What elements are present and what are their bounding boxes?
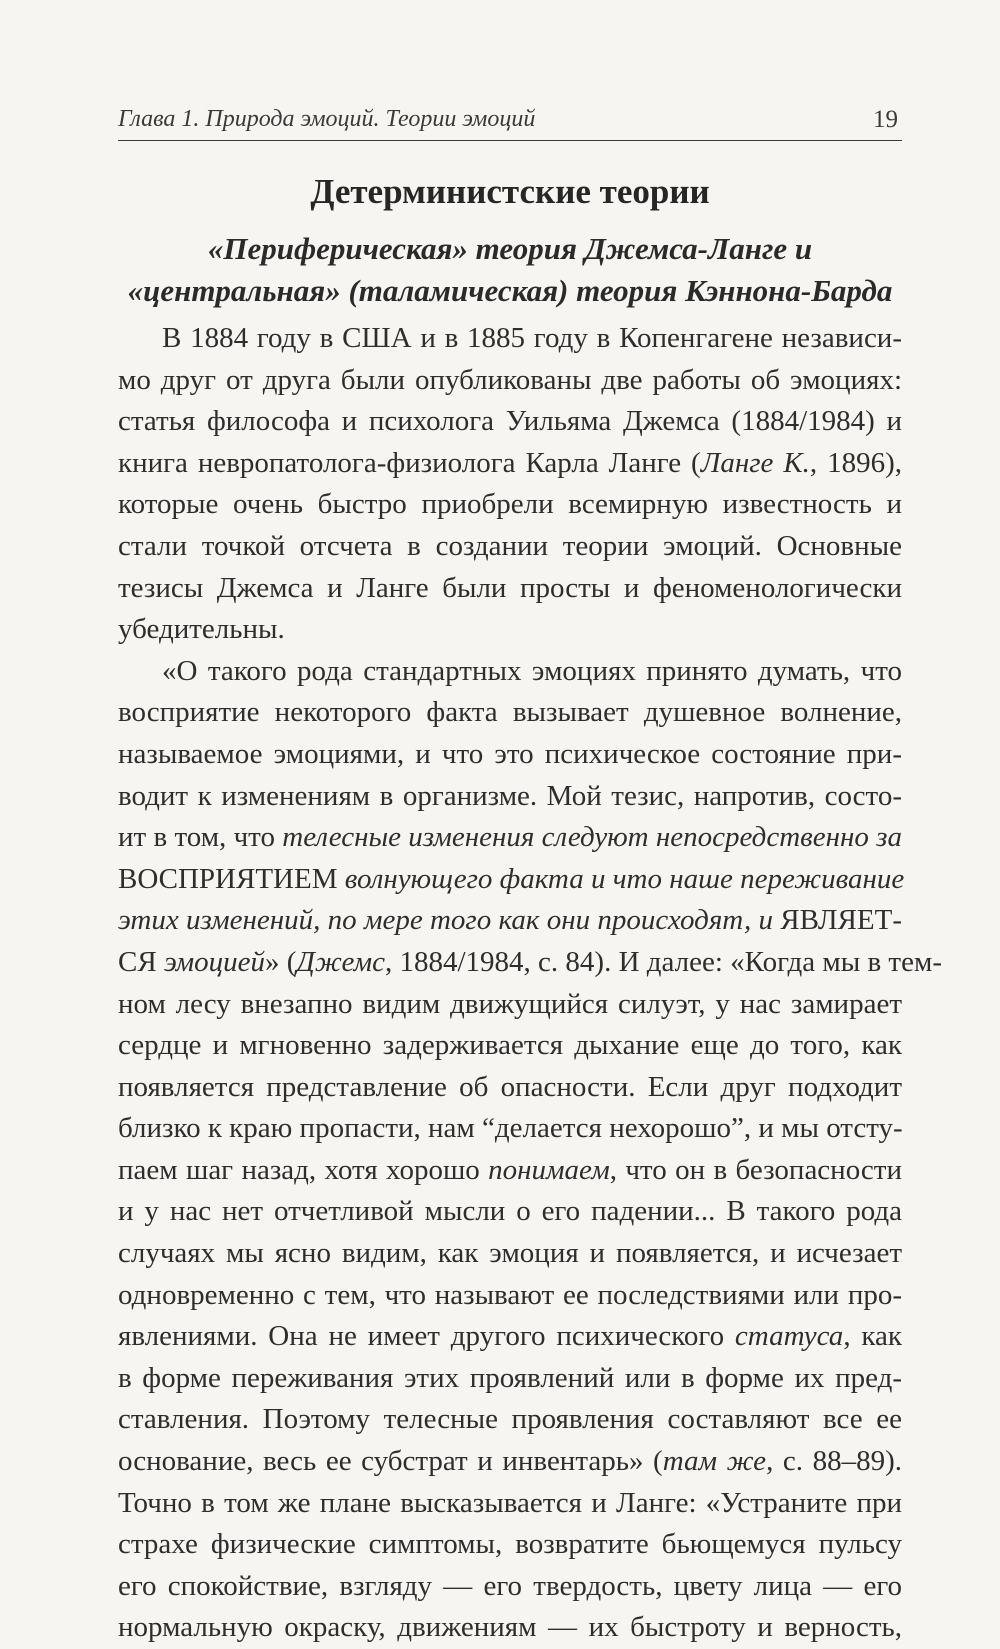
page-number: 19 — [873, 106, 898, 133]
text-line: основание, весь ее субстрат и инвентарь» (там же, с. 88–89). — [118, 1445, 902, 1478]
subtitle — [118, 228, 902, 312]
text-line: тезисы Джемса и Ланге были просты и феноменологически — [118, 571, 902, 604]
text-line: появляется представление об опасности. Если друг подходит — [118, 1070, 902, 1103]
text-line: случаях мы ясно видим, как эмоция и появляется, и исчезает — [118, 1237, 902, 1270]
subtitle-line: «центральная» (таламическая) теория Кэннона-Барда — [127, 273, 893, 308]
text-line: В 1884 году в США и в 1885 году в Копенгагене независи- — [162, 322, 902, 354]
text-line: ВОСПРИЯТИЕМ волнующего факта и что наше переживание — [118, 862, 905, 895]
text-line: которые очень быстро приобрели всемирную известность и — [118, 488, 902, 521]
text-line: его спокойствие, взгляду — его твердость, цвету лица — его — [118, 1569, 902, 1602]
text-line: статья философа и психолога Уильяма Джемса (1884/1984) и — [118, 405, 902, 438]
subtitle-line: «Периферическая» теория Джемса-Ланге и — [207, 231, 813, 266]
text-line: этих изменений, по мере того как они происходят, и ЯВЛЯЕТ- — [118, 904, 902, 937]
running-header — [118, 104, 902, 141]
body-text — [118, 318, 942, 1649]
text-line: в форме переживания этих проявлений или в форме их пред- — [118, 1361, 902, 1394]
text-line: близко к краю пропасти, нам “делается нехорошо”, и мы отсту- — [118, 1112, 903, 1145]
section-title: Детерминистские теории — [310, 172, 710, 211]
text-line: сердце и мгновенно задерживается дыхание еще до того, как — [118, 1029, 902, 1062]
text-line: называемое эмоциями, и что это психическое состояние при- — [118, 737, 902, 770]
text-line: убедительны. — [118, 613, 285, 646]
text-line: СЯ эмоцией» (Джемс, 1884/1984, с. 84). И далее: «Когда мы в тем- — [118, 945, 942, 978]
text-line: паем шаг назад, хотя хорошо понимаем, что он в безопасности — [118, 1153, 902, 1186]
text-line: ном лесу внезапно видим движущийся силуэт, у нас замирает — [118, 987, 902, 1020]
text-line: страхе физические симптомы, возвратите бьющемуся пульсу — [118, 1528, 902, 1561]
text-line: стали точкой отсчета в создании теории эмоций. Основные — [118, 529, 902, 562]
text-line: «О такого рода стандартных эмоциях принято думать, что — [162, 654, 902, 687]
text-line: мо друг от друга были опубликованы две работы об эмоциях: — [118, 363, 902, 396]
text-line: ставления. Поэтому телесные проявления составляют все ее — [118, 1403, 902, 1436]
text-line: одновременно с тем, что называют ее последствиями или про- — [118, 1278, 902, 1311]
text-line: явлениями. Она не имеет другого психического статуса, как — [118, 1320, 902, 1353]
text-line: восприятие некоторого факта вызывает душевное волнение, — [118, 696, 902, 729]
text-line: книга невропатолога-физиолога Карла Ланге (Ланге К., 1896), — [118, 446, 902, 479]
text-line: и у нас нет отчетливой мысли о его падении... В такого рода — [118, 1195, 902, 1228]
text-line: Точно в том же плане высказывается и Ланге: «Устраните при — [118, 1486, 902, 1519]
text-line: водит к изменениям в организме. Мой тезис, напротив, состо- — [118, 779, 902, 812]
chapter-title: Глава 1. Природа эмоций. Теории эмоций — [118, 106, 536, 132]
text-line: ит в том, что телесные изменения следуют непосредственно за — [118, 821, 902, 854]
text-line: нормальную окраску, движениям — их быстроту и верность, — [118, 1611, 902, 1644]
